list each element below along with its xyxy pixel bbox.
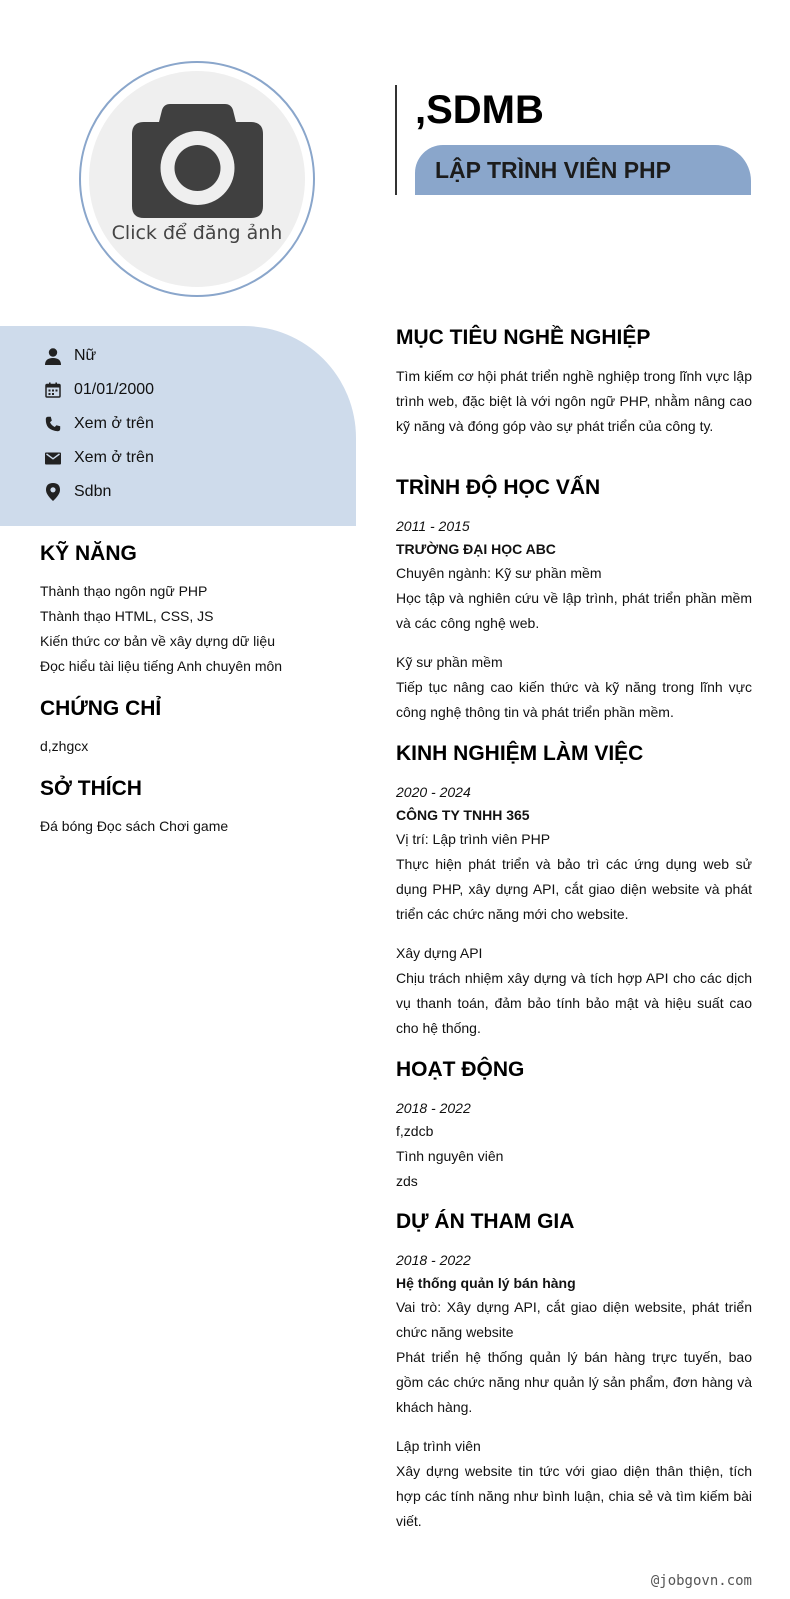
skill-item[interactable]: Thành thạo ngôn ngữ PHP	[40, 583, 208, 599]
project-role[interactable]: Vai trò: Xây dựng API, cắt giao diện website, phát triển chức năng website	[396, 1299, 752, 1340]
project-sub-title[interactable]: Lập trình viên	[396, 1438, 481, 1454]
contact-gender[interactable]	[44, 344, 96, 368]
location-pin-icon	[44, 483, 62, 501]
skill-item[interactable]: Kiến thức cơ bản về xây dựng dữ liệu	[40, 633, 275, 649]
education-sub-description[interactable]: Tiếp tục nâng cao kiến thức và kỹ năng trong lĩnh vực công nghệ thông tin và phát triển phần mềm.	[396, 679, 752, 720]
skill-item[interactable]: Thành thạo HTML, CSS, JS	[40, 608, 214, 624]
avatar-upload-label: Click để đăng ảnh	[111, 222, 283, 244]
avatar-placeholder[interactable]	[89, 71, 305, 287]
activities-description[interactable]: zds	[396, 1173, 418, 1189]
avatar-upload[interactable]	[79, 61, 315, 297]
header-divider	[395, 85, 397, 195]
activities-period[interactable]: 2018 - 2022	[396, 1100, 471, 1116]
project-name[interactable]: Hệ thống quản lý bán hàng	[396, 1275, 576, 1291]
education-major[interactable]: Chuyên ngành: Kỹ sư phần mềm	[396, 565, 602, 581]
experience-period[interactable]: 2020 - 2024	[396, 784, 471, 800]
activities-heading[interactable]: HOẠT ĐỘNG	[396, 1058, 525, 1081]
experience-heading[interactable]: KINH NGHIỆM LÀM VIỆC	[396, 742, 644, 765]
education-description[interactable]: Học tập và nghiên cứu về lập trình, phát triển phần mềm và các công nghệ web.	[396, 590, 752, 631]
education-school[interactable]: TRƯỜNG ĐẠI HỌC ABC	[396, 541, 556, 557]
experience-sub-title[interactable]: Xây dựng API	[396, 945, 483, 961]
contact-birthday[interactable]	[44, 378, 154, 402]
calendar-icon	[44, 381, 62, 399]
birthday-value: 01/01/2000	[74, 381, 155, 398]
education-sub-title[interactable]: Kỹ sư phần mềm	[396, 654, 503, 670]
experience-position[interactable]: Vị trí: Lập trình viên PHP	[396, 831, 551, 847]
gender-value: Nữ	[74, 347, 97, 364]
skills-heading[interactable]: KỸ NĂNG	[40, 542, 137, 565]
certificates-heading[interactable]: CHỨNG CHỈ	[40, 697, 162, 720]
job-title-text: LẬP TRÌNH VIÊN PHP	[435, 156, 671, 183]
camera-icon	[132, 104, 263, 218]
project-description[interactable]: Phát triển hệ thống quản lý bán hàng trực tuyến, bao gồm các chức năng như quản lý sản phẩm, đơn hàng và khách hàng.	[396, 1349, 752, 1415]
contact-phone[interactable]	[44, 412, 154, 436]
watermark: @jobgovn.com	[650, 1573, 752, 1589]
skill-item[interactable]: Đọc hiểu tài liệu tiếng Anh chuyên môn	[40, 658, 283, 674]
contact-address[interactable]	[44, 480, 111, 504]
activities-organization[interactable]: f,zdcb	[396, 1123, 434, 1139]
education-heading[interactable]: TRÌNH ĐỘ HỌC VẤN	[396, 476, 601, 499]
objective-heading[interactable]: MỤC TIÊU NGHỀ NGHIỆP	[396, 326, 651, 349]
phone-icon	[44, 415, 62, 433]
contact-email[interactable]	[44, 446, 154, 470]
objective-text[interactable]: Tìm kiếm cơ hội phát triển nghề nghiệp trong lĩnh vực lập trình web, đặc biệt là với ngôn ngữ PHP, nhằm nâng cao kỹ năng và đóng góp vào sự phát triển của công ty.	[396, 368, 752, 434]
phone-value: Xem ở trên	[74, 415, 154, 432]
activities-role[interactable]: Tình nguyên viên	[396, 1148, 504, 1164]
project-period[interactable]: 2018 - 2022	[396, 1252, 471, 1268]
experience-description[interactable]: Thực hiện phát triển và bảo trì các ứng dụng web sử dụng PHP, xây dựng API, cắt giao diện website và phát triển các chức năng mới cho website.	[396, 856, 752, 922]
projects-heading[interactable]: DỰ ÁN THAM GIA	[396, 1210, 575, 1233]
hobbies-text[interactable]: Đá bóng Đọc sách Chơi game	[40, 818, 229, 834]
job-title[interactable]	[415, 145, 751, 195]
hobbies-heading[interactable]: SỞ THÍCH	[40, 777, 142, 800]
candidate-name[interactable]: ,SDMB	[415, 88, 544, 132]
project-sub-description[interactable]: Xây dựng website tin tức với giao diện thân thiện, tích hợp các tính năng như bình luận, chia sẻ và tìm kiếm bài viết.	[396, 1463, 752, 1529]
experience-company[interactable]: CÔNG TY TNHH 365	[396, 807, 530, 823]
person-icon	[44, 347, 62, 365]
experience-sub-description[interactable]: Chịu trách nhiệm xây dựng và tích hợp API cho các dịch vụ thanh toán, đảm bảo tính bảo mật và hiệu suất cao cho hệ thống.	[396, 970, 752, 1036]
certificate-item[interactable]: d,zhgcx	[40, 738, 89, 754]
email-value: Xem ở trên	[74, 449, 154, 466]
education-period[interactable]: 2011 - 2015	[396, 518, 470, 534]
envelope-icon	[44, 449, 62, 467]
address-value: Sdbn	[74, 483, 112, 500]
